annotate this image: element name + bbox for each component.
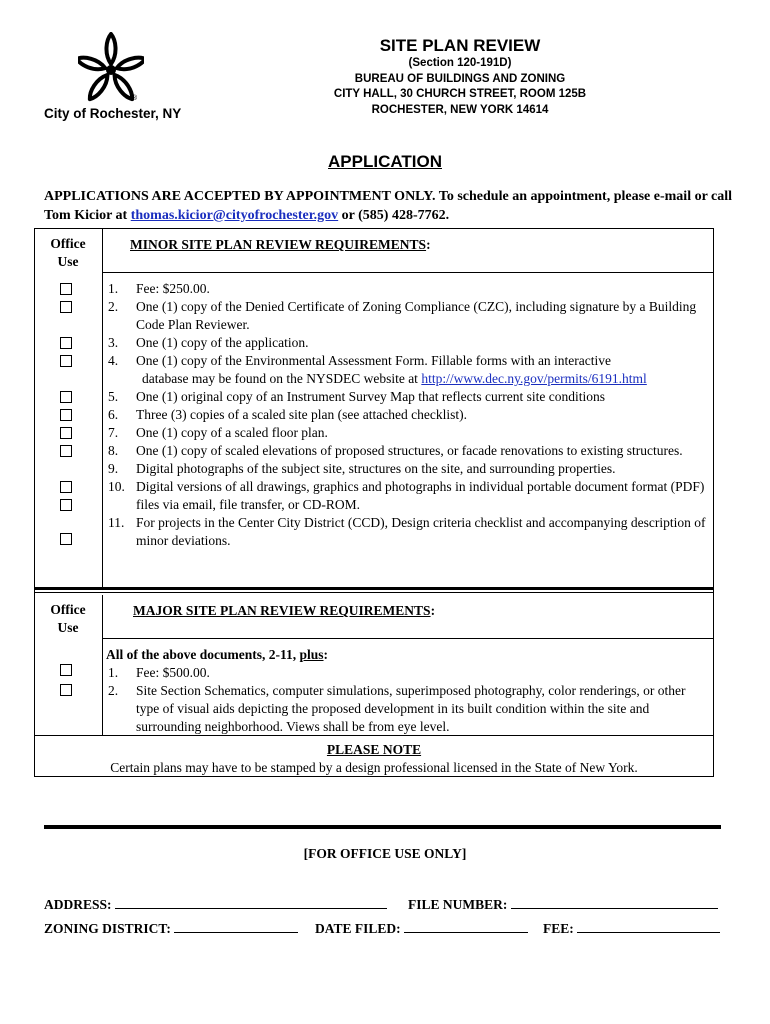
above-text: All of the above documents, 2-11,	[106, 647, 300, 662]
office-label-line2: Use	[57, 620, 79, 635]
item-text: One (1) copy of the Denied Certificate of Zoning Compliance (CZC), including signature by a Building Code Plan Reviewer.	[136, 299, 697, 332]
note-text: Certain plans may have to be stamped by a design professional licensed in the State of New York.	[110, 760, 638, 775]
checkbox-item-3[interactable]	[60, 337, 72, 349]
office-use-label	[34, 235, 102, 271]
intro-phone: or (585) 428-7762.	[338, 207, 450, 223]
item-text: Digital photographs of the subject site, structures on the site, and surrounding properties.	[136, 461, 616, 476]
checkbox-major-item-1[interactable]	[60, 664, 72, 676]
item-number: 3.	[108, 335, 119, 350]
office-use-label	[34, 601, 102, 637]
checkbox-item-9[interactable]	[60, 481, 72, 493]
list-item	[106, 280, 708, 298]
checkbox-major-item-2[interactable]	[60, 684, 72, 696]
minor-header-divider	[102, 272, 714, 273]
office-label-line1: Office	[50, 602, 86, 617]
address-label: ADDRESS:	[44, 897, 112, 912]
item-number: 2.	[108, 299, 119, 314]
item-number: 4.	[108, 353, 119, 368]
table-border-top	[34, 228, 714, 229]
item-text: Site Section Schematics, computer simulations, superimposed photography, color renderings, or other type of visual aids depicting the proposed development in its built condition within the site and surrounding neighborhood. Views shall be from eye level.	[136, 683, 686, 734]
checkbox-item-10[interactable]	[60, 499, 72, 511]
intro-paragraph	[44, 188, 734, 225]
minor-title-colon: :	[426, 237, 431, 252]
major-title-colon: :	[430, 603, 436, 618]
item-number: 11.	[108, 515, 125, 530]
item-number: 7.	[108, 425, 119, 440]
item-text: Fee: $500.00.	[136, 665, 210, 680]
item-number: 9.	[108, 461, 119, 476]
form-title: SITE PLAN REVIEW	[379, 36, 541, 55]
list-item	[106, 514, 708, 550]
table-border-left	[34, 228, 35, 776]
list-item	[106, 424, 708, 442]
file-number-blank[interactable]	[511, 895, 718, 909]
major-section-title	[133, 603, 435, 619]
file-number-field[interactable]	[408, 895, 718, 913]
address-line-2: ROCHESTER, NEW YORK 14614	[371, 103, 549, 116]
minor-requirements-list	[106, 280, 708, 550]
registered-mark: ®	[132, 95, 138, 102]
date-filed-label: DATE FILED:	[315, 921, 401, 936]
nysdec-link[interactable]: http://www.dec.ny.gov/permits/6191.html	[421, 371, 647, 386]
email-link[interactable]: thomas.kicior@cityofrochester.gov	[130, 207, 339, 223]
office-label-line1: Office	[50, 236, 86, 251]
item-text: For projects in the Center City District (CCD), Design criteria checklist and accompanying description of minor deviations.	[136, 515, 706, 548]
section-separator	[34, 592, 714, 593]
table-column-divider	[102, 595, 103, 735]
item-number: 8.	[108, 443, 119, 458]
checkbox-item-7[interactable]	[60, 427, 72, 439]
zoning-district-label: ZONING DISTRICT:	[44, 921, 171, 936]
intro-text: APPLICATIONS ARE ACCEPTED BY APPOINTMENT ONLY. To schedule an appointment, please e-mail or call Tom Kicior at	[44, 189, 733, 223]
list-item	[106, 352, 708, 388]
zoning-district-field[interactable]	[44, 919, 298, 937]
date-filed-field[interactable]	[315, 919, 528, 937]
header-block	[300, 36, 620, 118]
office-label-line2: Use	[57, 254, 79, 269]
item-text: One (1) original copy of an Instrument Survey Map that reflects current site conditions	[136, 389, 605, 404]
item-number: 5.	[108, 389, 119, 404]
fee-blank[interactable]	[577, 919, 720, 933]
minor-section-title	[130, 237, 431, 253]
list-item	[106, 388, 708, 406]
item-number: 10.	[108, 479, 125, 494]
item-text: One (1) copy of scaled elevations of proposed structures, or facade renovations to existing structures.	[136, 443, 683, 458]
minor-title-text: MINOR SITE PLAN REVIEW REQUIREMENTS	[130, 237, 427, 252]
item-text: Three (3) copies of a scaled site plan (see attached checklist).	[136, 407, 467, 422]
list-item	[106, 460, 708, 478]
item-number: 6.	[108, 407, 119, 422]
table-column-divider	[102, 228, 103, 588]
above-colon: :	[323, 647, 329, 662]
item-number: 2.	[108, 683, 119, 698]
list-item	[106, 664, 708, 682]
item-number: 1.	[108, 281, 119, 296]
checkbox-item-5[interactable]	[60, 391, 72, 403]
checkbox-item-4[interactable]	[60, 355, 72, 367]
divider-rule	[44, 825, 721, 829]
zoning-district-blank[interactable]	[174, 919, 298, 933]
list-item	[106, 682, 708, 736]
item-text: One (1) copy of a scaled floor plan.	[136, 425, 328, 440]
above-documents-line	[106, 646, 708, 664]
list-item	[106, 442, 708, 460]
date-filed-blank[interactable]	[404, 919, 528, 933]
note-heading: PLEASE NOTE	[326, 742, 422, 757]
item-text: One (1) copy of the application.	[136, 335, 309, 350]
address-field[interactable]	[44, 895, 387, 913]
application-title: APPLICATION	[328, 152, 442, 171]
item-number: 1.	[108, 665, 119, 680]
major-requirements-list	[106, 646, 708, 736]
item-text: One (1) copy of the Environmental Assessment Form. Fillable forms with an interactive	[136, 353, 612, 368]
list-item	[106, 478, 708, 514]
city-name: City of Rochester, NY	[44, 106, 182, 121]
major-title-text: MAJOR SITE PLAN REVIEW REQUIREMENTS	[133, 603, 431, 618]
above-plus: plus	[299, 647, 324, 662]
checkbox-item-1[interactable]	[60, 283, 72, 295]
file-number-label: FILE NUMBER:	[408, 897, 508, 912]
item-text: Fee: $250.00.	[136, 281, 210, 296]
table-border-right	[713, 228, 714, 776]
item-text-cont: database may be found on the NYSDEC website at	[142, 371, 422, 386]
office-use-heading: [FOR OFFICE USE ONLY]	[303, 846, 467, 861]
checkbox-item-11[interactable]	[60, 533, 72, 545]
checkbox-item-2[interactable]	[60, 301, 72, 313]
address-line-1: CITY HALL, 30 CHURCH STREET, ROOM 125B	[333, 88, 587, 100]
fee-field[interactable]	[543, 919, 720, 937]
list-item	[106, 334, 708, 352]
item-text: Digital versions of all drawings, graphics and photographs in individual portable document format (PDF) files via email, file transfer, or CD-ROM.	[136, 479, 705, 512]
section-separator	[34, 587, 714, 590]
fee-label: FEE:	[543, 921, 574, 936]
list-item	[106, 406, 708, 424]
checkbox-item-6[interactable]	[60, 409, 72, 421]
address-blank[interactable]	[115, 895, 387, 909]
list-item	[106, 298, 708, 334]
checkbox-item-8[interactable]	[60, 445, 72, 457]
section-ref: (Section 120-191D)	[408, 57, 512, 69]
please-note-block	[34, 741, 714, 777]
major-header-divider	[102, 638, 714, 639]
bureau-name: BUREAU OF BUILDINGS AND ZONING	[354, 72, 566, 85]
